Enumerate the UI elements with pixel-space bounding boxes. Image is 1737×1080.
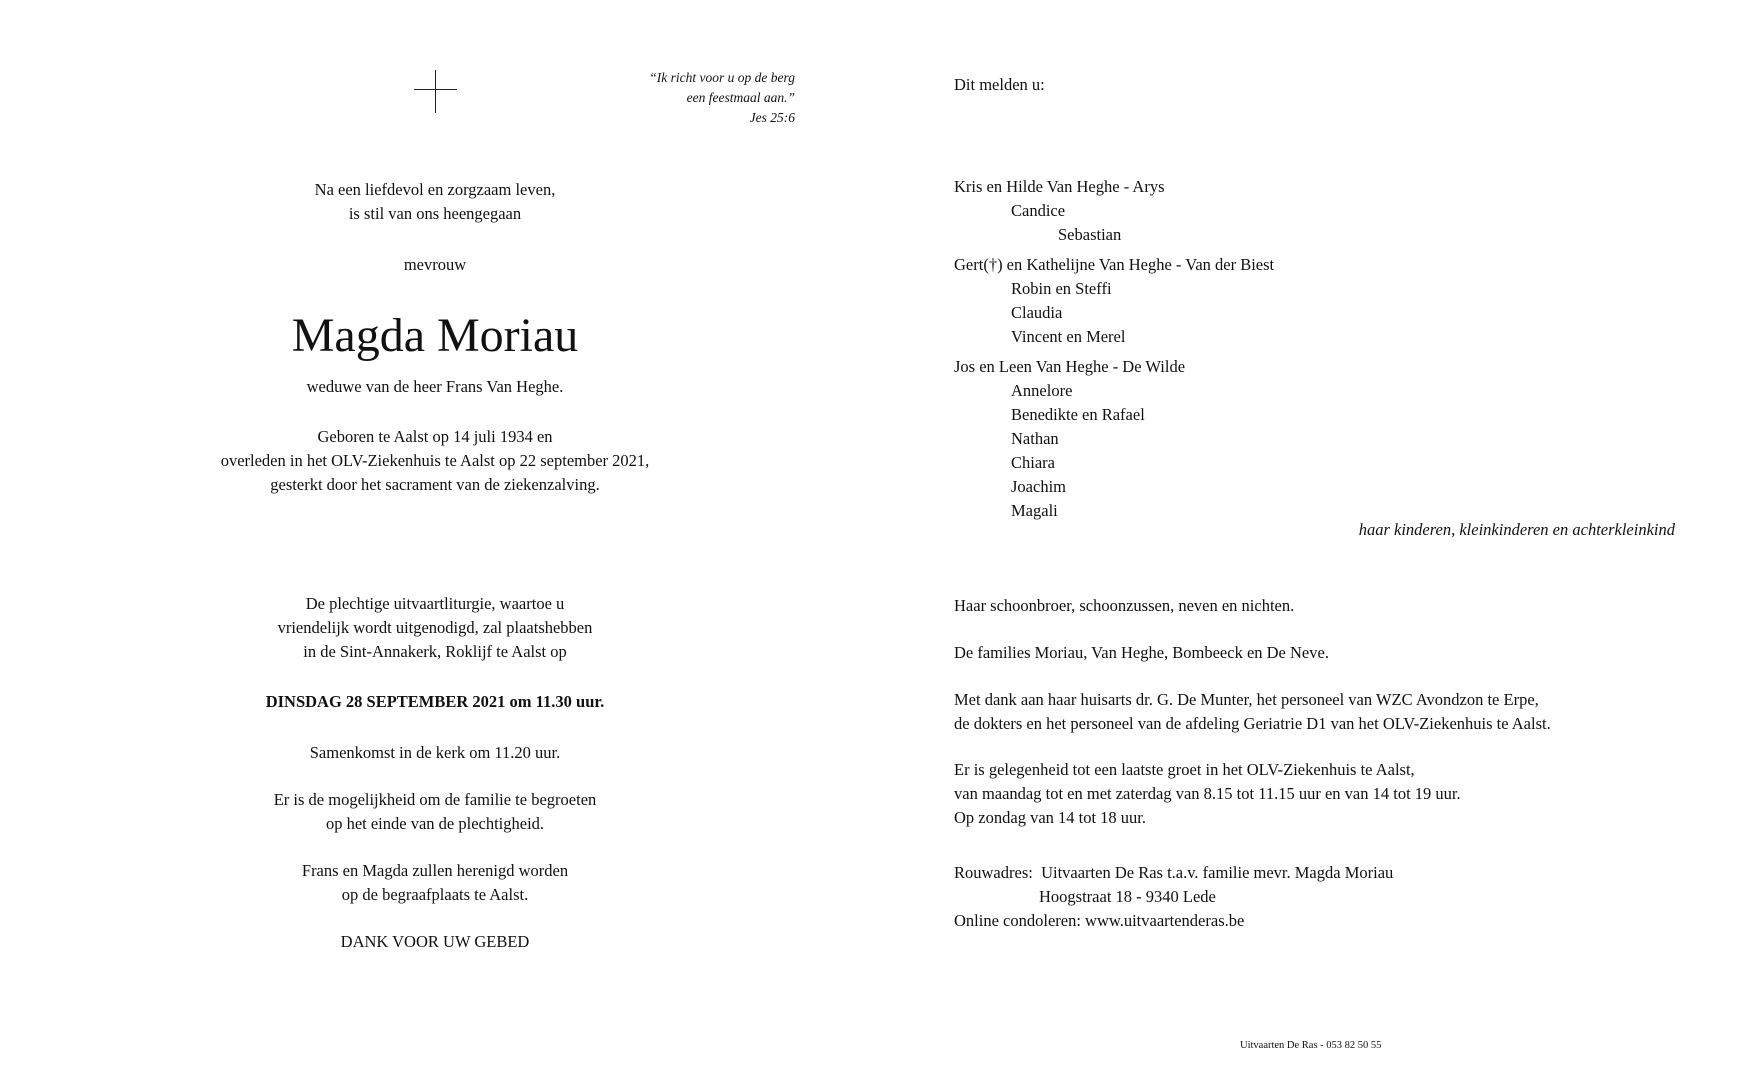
quote-line-2: een feestmaal aan.” [686, 90, 795, 105]
online-condolence: Online condoleren: www.uitvaartenderas.be [954, 911, 1245, 930]
family-list [954, 175, 1274, 523]
family-group-1-grandchild: Sebastian [1058, 225, 1122, 244]
gathering-time: Samenkomst in de kerk om 11.20 uur. [309, 743, 561, 762]
family-summary: haar kinderen, kleinkinderen en achterkleinkind [1358, 520, 1675, 539]
greeting-info [185, 788, 685, 836]
funeral-date: DINSDAG 28 SEPTEMBER 2021 om 11.30 uur. [265, 692, 605, 711]
address-street: Hoogstraat 18 - 9340 Lede [1039, 887, 1216, 906]
visitation-text [954, 758, 1461, 830]
family-group-2-child: Vincent en Merel [1011, 327, 1126, 346]
family-group-2-child: Robin en Steffi [1011, 279, 1112, 298]
funeral-line-1: De plechtige uitvaartliturgie, waartoe u [305, 594, 565, 613]
funeral-invitation [185, 592, 685, 664]
family-group-2-child: Claudia [1011, 303, 1063, 322]
gratitude-line-1: Met dank aan haar huisarts dr. G. De Munter, het personeel van WZC Avondzon te Erpe, [954, 690, 1539, 709]
family-group-3-parent: Jos en Leen Van Heghe - De Wilde [954, 357, 1186, 376]
closing-thanks: DANK VOOR UW GEBED [340, 932, 530, 951]
address-label: Rouwadres: [954, 863, 1033, 882]
burial-line-1: Frans en Magda zullen herenigd worden [301, 861, 569, 880]
family-group-3-child: Nathan [1011, 429, 1059, 448]
greet-line-2: op het einde van de plechtigheid. [325, 814, 545, 833]
family-group-2-parent: Gert(†) en Kathelijne Van Heghe - Van der Biest [954, 255, 1275, 274]
widow-line: weduwe van de heer Frans Van Heghe. [306, 377, 564, 396]
intro-line-1: Na een liefdevol en zorgzaam leven, [314, 180, 556, 199]
visitation-line-2: van maandag tot en met zaterdag van 8.15 tot 11.15 uur en van 14 tot 19 uur. [954, 784, 1461, 803]
burial-info [185, 859, 685, 907]
burial-line-2: op de begraafplaats te Aalst. [341, 885, 529, 904]
family-group-1-parent: Kris en Hilde Van Heghe - Arys [954, 177, 1165, 196]
title-word: mevrouw [403, 255, 467, 274]
families-line: De families Moriau, Van Heghe, Bombeeck en De Neve. [954, 643, 1329, 662]
intro-text [185, 178, 685, 226]
address-line-1 [954, 861, 1393, 885]
greet-line-1: Er is de mogelijkheid om de familie te begroeten [273, 790, 597, 809]
quote-reference: Jes 25:6 [749, 110, 795, 125]
footer-credit: Uitvaarten De Ras - 053 82 50 55 [1240, 1040, 1382, 1051]
deceased-name: Magda Moriau [291, 309, 579, 362]
sacrament-line: gesterkt door het sacrament van de ziekenzalving. [270, 475, 600, 494]
gratitude-text [954, 688, 1551, 736]
family-group-3-child: Joachim [1011, 477, 1066, 496]
funeral-line-2: vriendelijk wordt uitgenodigd, zal plaatshebben [277, 618, 593, 637]
family-group-3-child: Chiara [1011, 453, 1055, 472]
visitation-line-3: Op zondag van 14 tot 18 uur. [954, 808, 1147, 827]
intro-line-2: is stil van ons heengegaan [348, 204, 522, 223]
family-group-1-child: Candice [1011, 201, 1066, 220]
family-group-3-child: Magali [1011, 501, 1058, 520]
family-group-3-child: Benedikte en Rafael [1011, 405, 1145, 424]
birth-line: Geboren te Aalst op 14 juli 1934 en [317, 427, 553, 446]
mourning-address [954, 861, 1393, 933]
birth-death-text [185, 425, 685, 497]
funeral-line-3: in de Sint-Annakerk, Roklijf te Aalst op [303, 642, 567, 661]
family-group-3-child: Annelore [1011, 381, 1073, 400]
death-line: overleden in het OLV-Ziekenhuis te Aalst op 22 september 2021, [220, 451, 650, 470]
relatives-line: Haar schoonbroer, schoonzussen, neven en nichten. [954, 596, 1295, 615]
announce-line: Dit melden u: [954, 75, 1045, 94]
bible-quote [649, 68, 795, 128]
gratitude-line-2: de dokters en het personeel van de afdeling Geriatrie D1 van het OLV-Ziekenhuis te Aalst. [954, 714, 1551, 733]
address-name: Uitvaarten De Ras t.a.v. familie mevr. Magda Moriau [1041, 863, 1394, 882]
quote-line-1: “Ik richt voor u op de berg [649, 70, 795, 85]
visitation-line-1: Er is gelegenheid tot een laatste groet in het OLV-Ziekenhuis te Aalst, [954, 760, 1415, 779]
